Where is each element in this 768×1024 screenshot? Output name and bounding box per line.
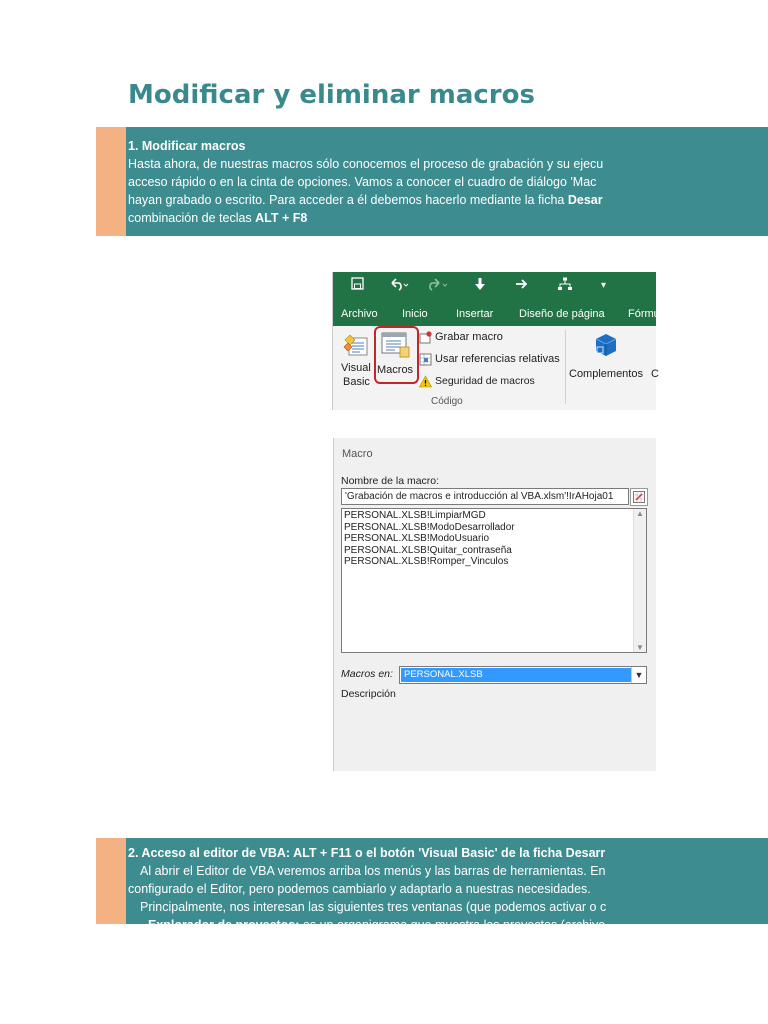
section-line-3: hayan grabado o escrito. Para acceder a él debemos hacerlo mediante la ficha Desar — [128, 193, 603, 207]
macro-dialog — [333, 438, 656, 771]
bold-ficha-name: Desar — [567, 193, 603, 207]
dialog-title: Macro — [342, 448, 373, 460]
undo-icon[interactable] — [389, 277, 409, 294]
macros-in-select[interactable] — [399, 666, 647, 684]
shortcut-alt-f8: ALT + F8 — [255, 211, 308, 225]
list-item[interactable]: PERSONAL.XLSB!Quitar_contraseña — [344, 545, 512, 556]
tab-inicio[interactable]: Inicio — [402, 308, 428, 320]
section-line-4: combinación de teclas ALT + F8 — [128, 211, 308, 225]
page-title: Modificar y eliminar macros — [128, 80, 535, 110]
chevron-down-icon[interactable]: ▼ — [631, 667, 646, 683]
section-line-1: Al abrir el Editor de VBA veremos arriba los menús y las barras de herramientas. En — [140, 864, 606, 878]
macro-name-input[interactable]: 'Grabación de macros e introducción al VBA.xlsm'!IrAHoja01 — [341, 488, 629, 505]
section-accent-bar — [96, 127, 126, 236]
macros-label: Macros — [377, 364, 414, 376]
addins-label: Complementos — [569, 368, 643, 380]
tab-diseno-de-pagina[interactable]: Diseño de página — [519, 308, 605, 320]
section-heading: 2. Acceso al editor de VBA: ALT + F11 o el botón 'Visual Basic' de la ficha Desarr — [128, 846, 606, 860]
visual-basic-label-2: Basic — [343, 376, 370, 388]
macro-security-label: Seguridad de macros — [435, 375, 535, 387]
section-heading: 1. Modificar macros — [128, 139, 246, 153]
tab-formulas[interactable]: Fórmu — [628, 308, 660, 320]
ribbon-tabs — [333, 300, 660, 326]
list-item[interactable]: PERSONAL.XLSB!ModoUsuario — [344, 533, 490, 544]
tab-insertar[interactable]: Insertar — [456, 308, 494, 320]
ribbon-body — [333, 326, 659, 410]
section-line-3: Principalmente, nos interesan las siguientes tres ventanas (que podemos activar o c — [140, 900, 607, 914]
excel-ribbon-screenshot — [332, 272, 660, 410]
section-line-4: Explorador de proyectos: es un organigrama que muestra los proyectos (archivo — [148, 918, 606, 932]
down-arrow-icon[interactable] — [474, 277, 486, 294]
macros-in-label: Macros en: — [341, 668, 393, 680]
scroll-up-icon[interactable]: ▲ — [636, 509, 644, 518]
addins-cut-label: C — [651, 368, 659, 380]
section-acceso-editor-vba — [96, 838, 768, 932]
list-item[interactable]: PERSONAL.XLSB!ModoDesarrollador — [344, 522, 515, 533]
range-select-icon — [633, 491, 645, 506]
save-icon[interactable] — [351, 277, 364, 293]
list-item[interactable]: PERSONAL.XLSB!Romper_Vinculos — [344, 556, 509, 567]
project-explorer-term: Explorador de proyectos: — [148, 918, 300, 932]
network-icon[interactable] — [557, 277, 573, 294]
code-group-label: Código — [431, 396, 463, 407]
section-line-2: acceso rápido o en la cinta de opciones. Vamos a conocer el cuadro de diálogo 'Mac — [128, 175, 597, 189]
macro-name-label: Nombre de la macro: — [341, 475, 440, 487]
customize-icon[interactable]: ▾ — [601, 280, 607, 291]
section-line-2: configurado el Editor, pero podemos cambiarlo y adaptarlo a nuestras necesidades. — [128, 882, 591, 896]
relative-references-label: Usar referencias relativas — [435, 353, 560, 365]
macros-in-selected-value: PERSONAL.XLSB — [401, 668, 634, 682]
addins-button[interactable] — [569, 330, 659, 390]
section-line-1: Hasta ahora, de nuestras macros sólo conocemos el proceso de grabación y su ejecu — [128, 157, 604, 171]
record-macro-icon — [419, 331, 432, 349]
visual-basic-icon — [343, 332, 369, 363]
addins-cube-icon — [593, 332, 619, 363]
section-modificar-macros — [96, 127, 768, 236]
list-scrollbar[interactable] — [633, 509, 646, 652]
section-text — [128, 137, 768, 227]
relative-references-icon — [419, 353, 432, 371]
section-accent-bar — [96, 838, 126, 924]
right-arrow-icon[interactable] — [515, 277, 529, 294]
description-label: Descripción — [341, 688, 396, 700]
visual-basic-label-1: Visual — [341, 362, 371, 374]
collapse-dialog-button[interactable] — [630, 488, 648, 506]
list-item[interactable]: PERSONAL.XLSB!LimpiarMGD — [344, 510, 486, 521]
macro-list[interactable] — [341, 508, 647, 653]
section-text — [128, 844, 768, 934]
group-separator — [565, 330, 566, 404]
scroll-down-icon[interactable]: ▼ — [636, 643, 644, 652]
macros-icon — [381, 331, 411, 364]
tab-archivo[interactable]: Archivo — [341, 308, 378, 320]
redo-icon[interactable] — [428, 277, 448, 294]
macros-button[interactable] — [374, 326, 419, 384]
warning-icon — [419, 375, 432, 393]
quick-access-toolbar — [333, 272, 656, 300]
visual-basic-button[interactable] — [337, 330, 373, 396]
record-macro-label: Grabar macro — [435, 331, 503, 343]
